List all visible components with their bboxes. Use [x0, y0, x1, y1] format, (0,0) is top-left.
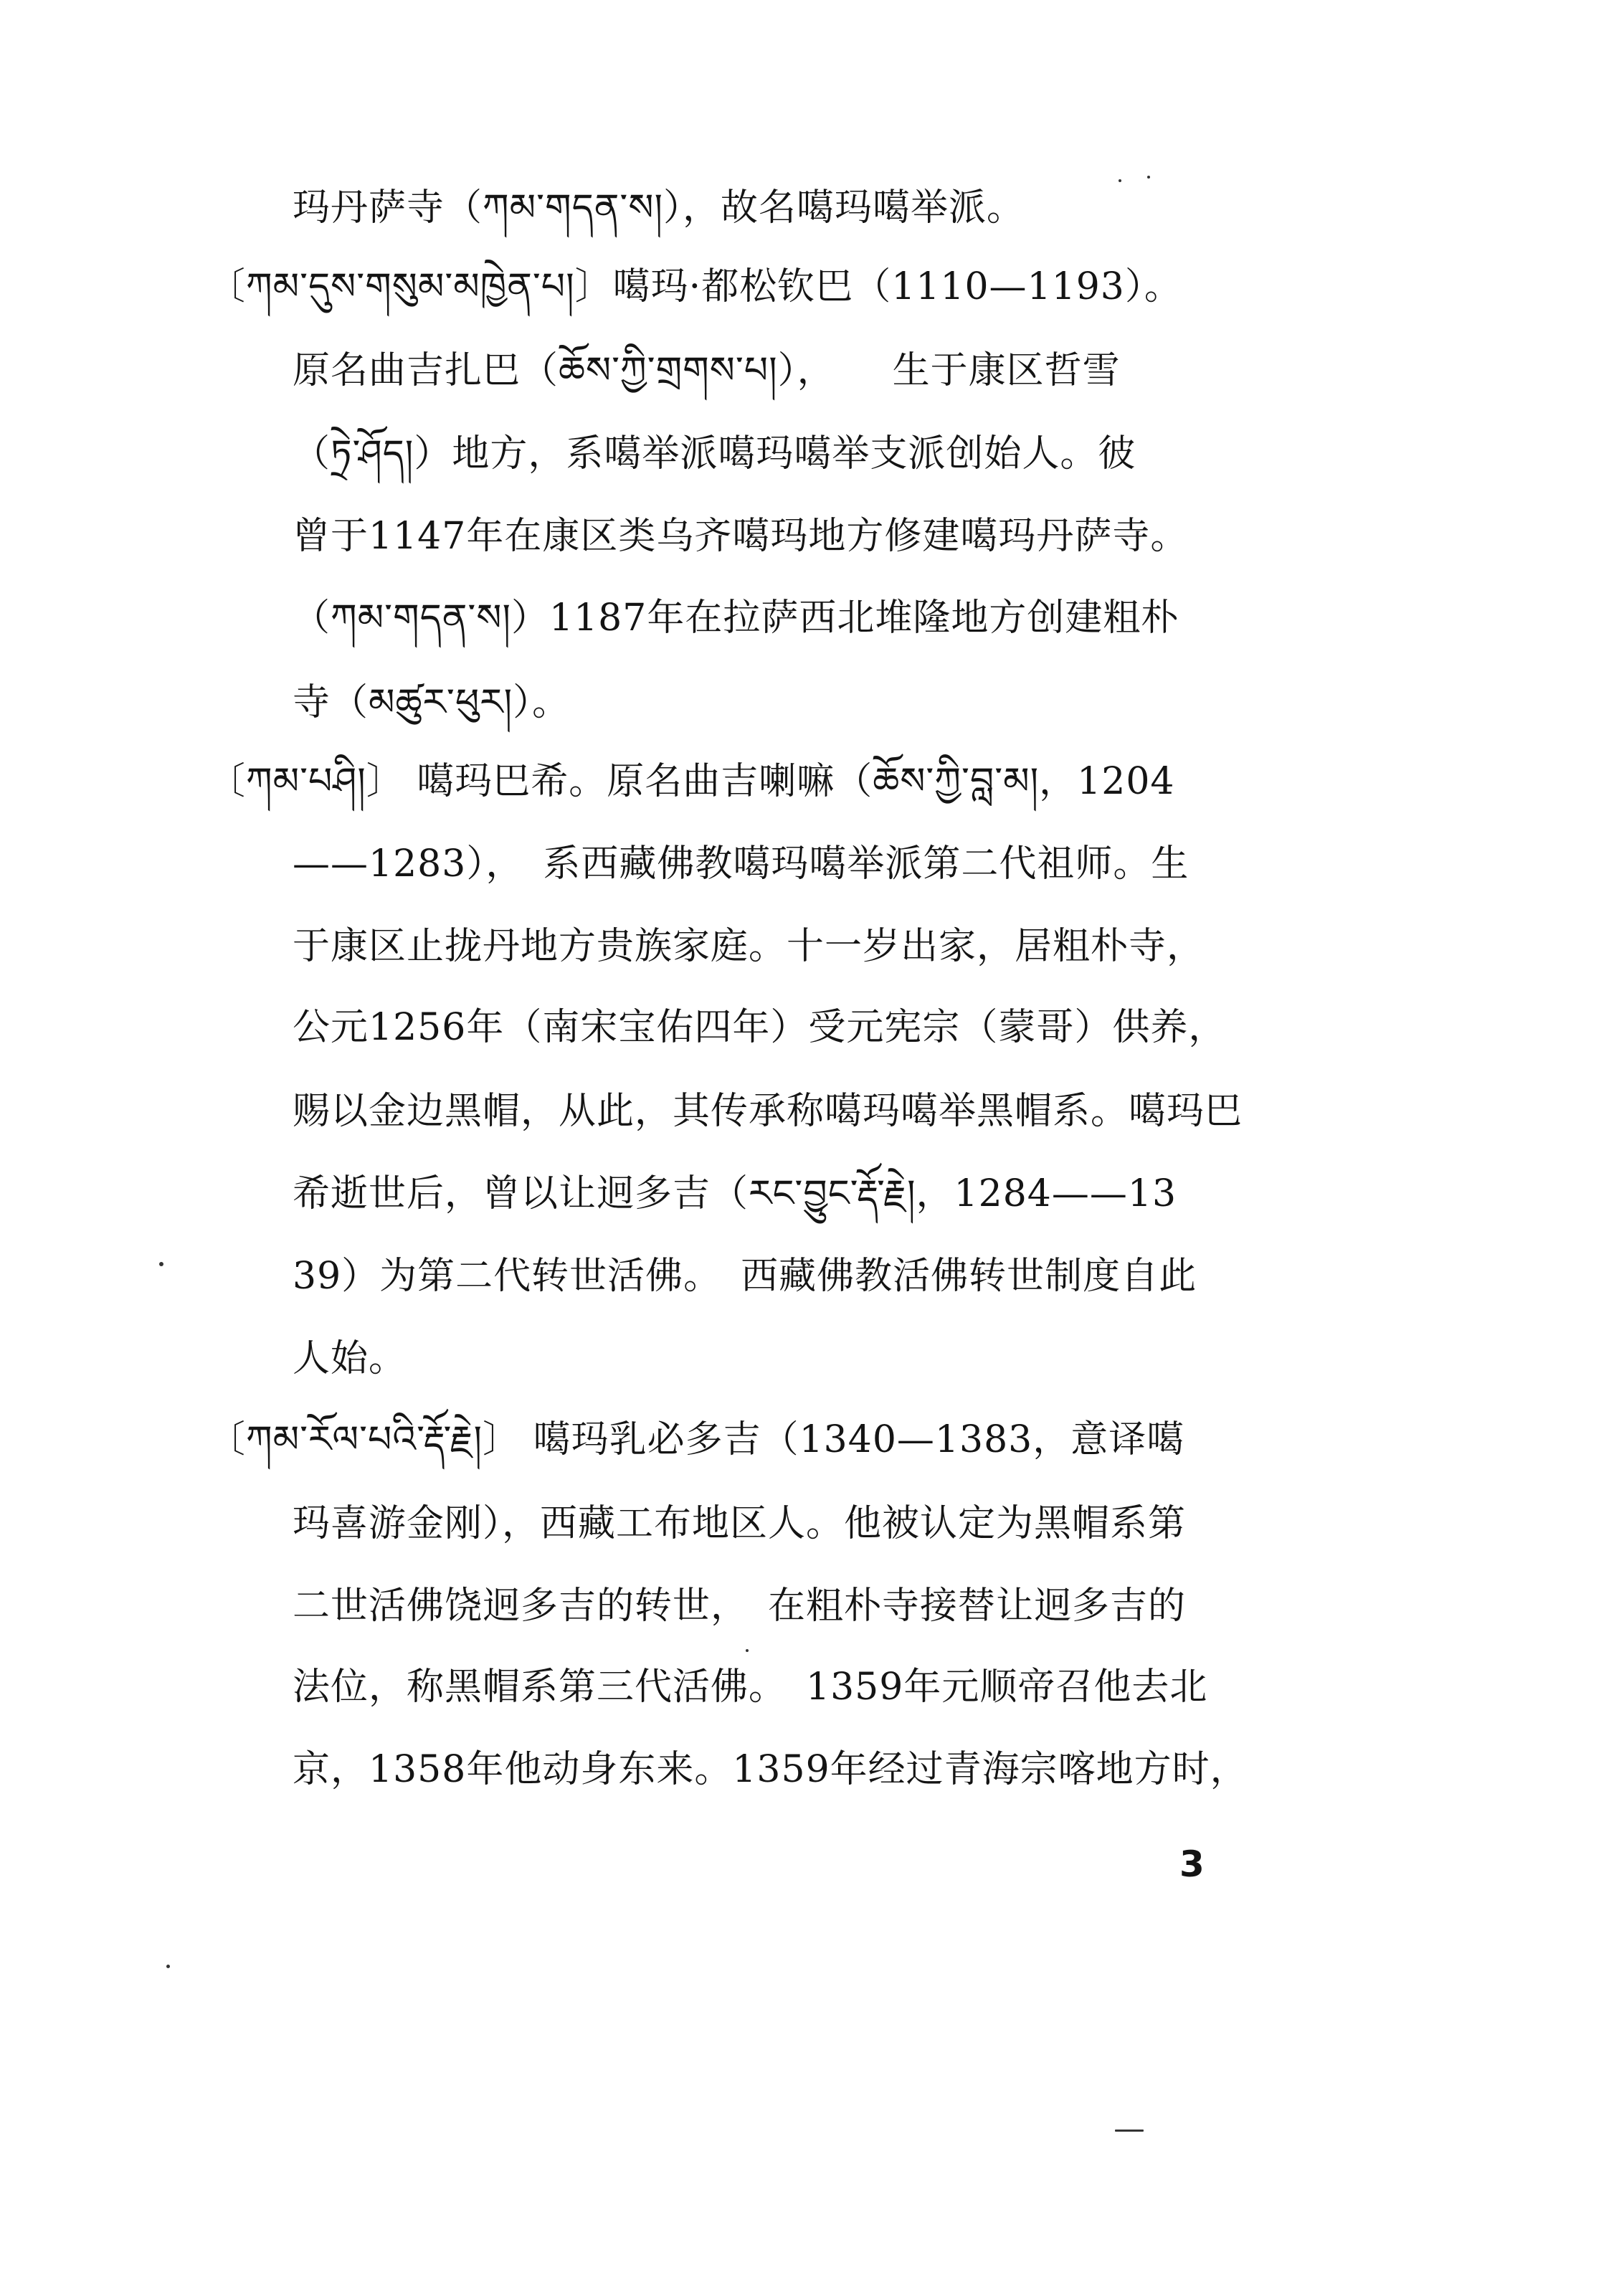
text-line: 玛丹萨寺（ཀམ་གདན་ས།），故名噶玛噶举派。	[293, 186, 1025, 229]
text-line: 39）为第二代转世活佛。 西藏佛教活佛转世制度自此	[293, 1255, 1197, 1298]
scan-speck	[1119, 179, 1121, 182]
scan-speck	[166, 1965, 170, 1968]
page-number: 3	[1179, 1843, 1205, 1885]
text-line: （ཏྲེ་ཤོད།）地方，系噶举派噶玛噶举支派创始人。彼	[293, 432, 1136, 475]
text-line: 公元1256年（南宋宝佑四年）受元宪宗（蒙哥）供养，	[293, 1006, 1227, 1049]
text-line: 京，1358年他动身东来。1359年经过青海宗喀地方时，	[293, 1748, 1248, 1791]
text-line: 原名曲吉扎巴（ཆོས་ཀྱི་གྲགས་པ།）， 生于康区哲雪	[293, 349, 1121, 392]
text-line: 寺（མཚུར་ཕུར།）。	[293, 681, 571, 724]
scan-speck	[1147, 176, 1150, 179]
text-line: 法位，称黑帽系第三代活佛。 1359年元顺帝召他去北	[293, 1666, 1208, 1709]
text-line: 于康区止拢丹地方贵族家庭。十一岁出家，居粗朴寺，	[293, 925, 1205, 968]
scan-speck	[746, 1649, 749, 1652]
text-line: （ཀམ་གདན་ས།）1187年在拉萨西北堆隆地方创建粗朴	[293, 597, 1179, 640]
text-line: 玛喜游金刚），西藏工布地区人。他被认定为黑帽系第	[293, 1502, 1187, 1545]
text-line: 二世活佛饶迥多吉的转世， 在粗朴寺接替让迥多吉的	[293, 1585, 1187, 1628]
text-line: 人始。	[293, 1337, 407, 1380]
text-line: ——1283）， 系西藏佛教噶玛噶举派第二代祖师。生	[293, 842, 1189, 886]
entry-heading-line: 〔ཀམ་རོལ་པའི་རྡོ་རྗེ།〕 噶玛乳必多吉（1340—1383，意译噶	[208, 1418, 1185, 1461]
text-line: 赐以金边黑帽，从此，其传承称噶玛噶举黑帽系。噶玛巴	[293, 1090, 1243, 1133]
entry-heading-line: 〔ཀམ་དུས་གསུམ་མཁྱེན་པ།〕噶玛·都松钦巴（1110—1193）。	[208, 265, 1182, 308]
scan-speck	[159, 1262, 163, 1266]
text-line: 曾于1147年在康区类乌齐噶玛地方修建噶玛丹萨寺。	[293, 515, 1189, 558]
entry-heading-line: 〔ཀམ་པཤི།〕 噶玛巴希。原名曲吉喇嘛（ཆོས་ཀྱི་བླ་མ།，1204	[208, 760, 1175, 803]
text-line: 希逝世后，曾以让迥多吉（རང་བྱུང་རྡོ་རྗེ།，1284——13	[293, 1172, 1177, 1215]
scan-speck	[1115, 2130, 1144, 2132]
